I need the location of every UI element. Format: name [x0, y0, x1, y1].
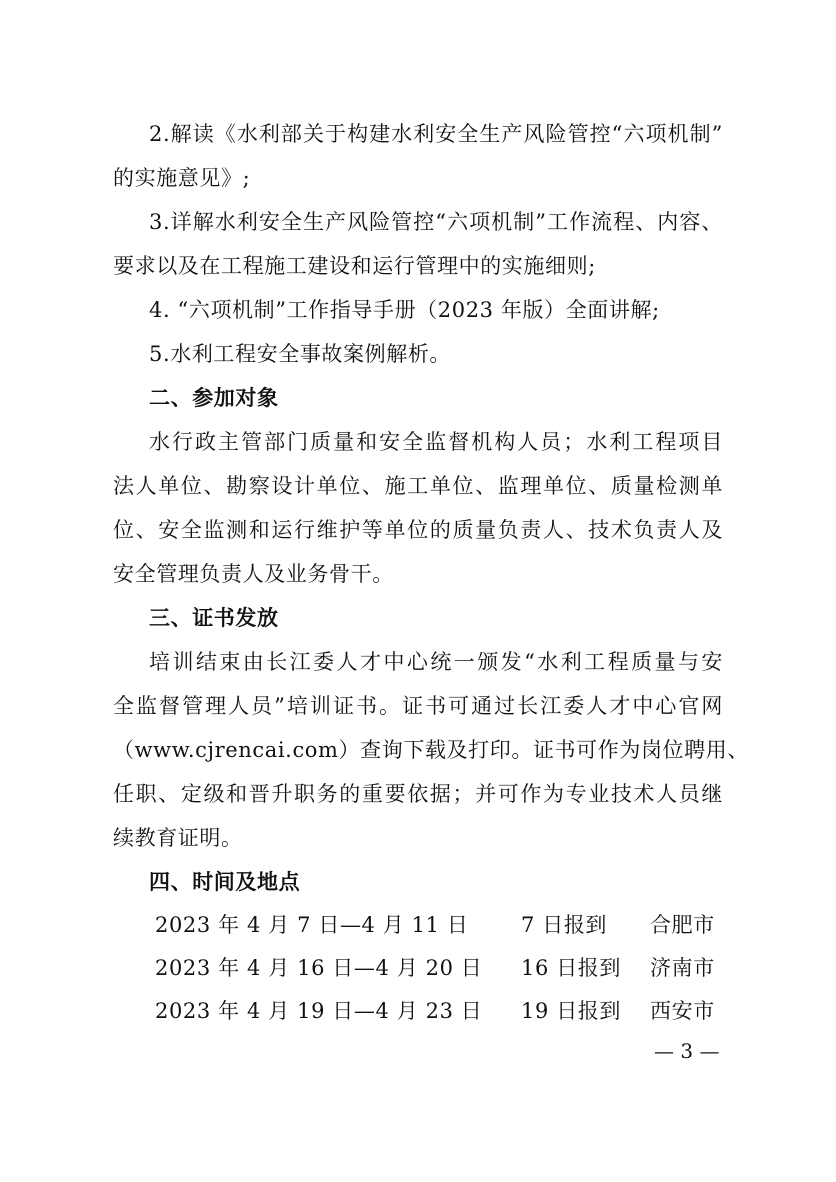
section-heading-time-location: 四、时间及地点	[149, 870, 301, 894]
list-item-2-line-1: 2.解读《水利部关于构建水利安全生产风险管控“六项机制”	[149, 122, 723, 146]
participants-line-3: 位、安全监测和运行维护等单位的质量负责人、技术负责人及	[113, 518, 723, 542]
section-heading-participants: 二、参加对象	[149, 386, 279, 410]
section-heading-certificate: 三、证书发放	[149, 606, 279, 630]
document-body	[113, 112, 749, 1033]
list-item-2-line-2: 的实施意见》;	[113, 166, 251, 190]
certificate-line-4: 任职、定级和晋升职务的重要依据；并可作为专业技术人员继	[113, 782, 723, 806]
participants-paragraph	[113, 420, 723, 596]
participants-line-1: 水行政主管部门质量和安全监督机构人员；水利工程项目	[149, 430, 723, 454]
schedule-row	[113, 990, 723, 1033]
list-item-3-line-2: 要求以及在工程施工建设和运行管理中的实施细则;	[113, 254, 596, 278]
schedule-dates: 2023 年 4 月 19 日—4 月 23 日	[155, 999, 483, 1023]
list-item-4-line: 4. “六项机制”工作指导手册（2023 年版）全面讲解;	[149, 298, 660, 322]
certificate-line-3: （www.cjrencai.com）查询下载及打印。证书可作为岗位聘用、	[113, 738, 749, 762]
schedule-report-day: 19 日报到	[521, 999, 621, 1023]
schedule-row	[113, 904, 723, 947]
list-item-3	[113, 200, 723, 288]
schedule-report-day: 7 日报到	[521, 913, 608, 937]
list-item-3-line-1: 3.详解水利安全生产风险管控“六项机制”工作流程、内容、	[149, 210, 723, 234]
page-number: — 3 —	[654, 1039, 720, 1063]
schedule-list	[113, 904, 723, 1033]
list-item-5	[113, 332, 723, 376]
participants-line-4: 安全管理负责人及业务骨干。	[113, 562, 394, 586]
schedule-report-day: 16 日报到	[521, 956, 621, 980]
schedule-dates: 2023 年 4 月 16 日—4 月 20 日	[155, 956, 483, 980]
list-item-2	[113, 112, 723, 200]
certificate-line-2: 全监督管理人员”培训证书。证书可通过长江委人才中心官网	[113, 694, 723, 718]
list-item-4	[113, 288, 723, 332]
schedule-city: 西安市	[650, 999, 715, 1023]
participants-line-2: 法人单位、勘察设计单位、施工单位、监理单位、质量检测单	[113, 474, 723, 498]
certificate-line-5: 续教育证明。	[113, 826, 243, 850]
schedule-row	[113, 947, 723, 990]
list-item-5-line: 5.水利工程安全事故案例解析。	[149, 342, 452, 366]
schedule-city: 合肥市	[650, 913, 715, 937]
schedule-city: 济南市	[650, 956, 715, 980]
schedule-dates: 2023 年 4 月 7 日—4 月 11 日	[155, 913, 469, 937]
certificate-line-1: 培训结束由长江委人才中心统一颁发“水利工程质量与安	[149, 650, 723, 674]
certificate-paragraph	[113, 640, 749, 860]
